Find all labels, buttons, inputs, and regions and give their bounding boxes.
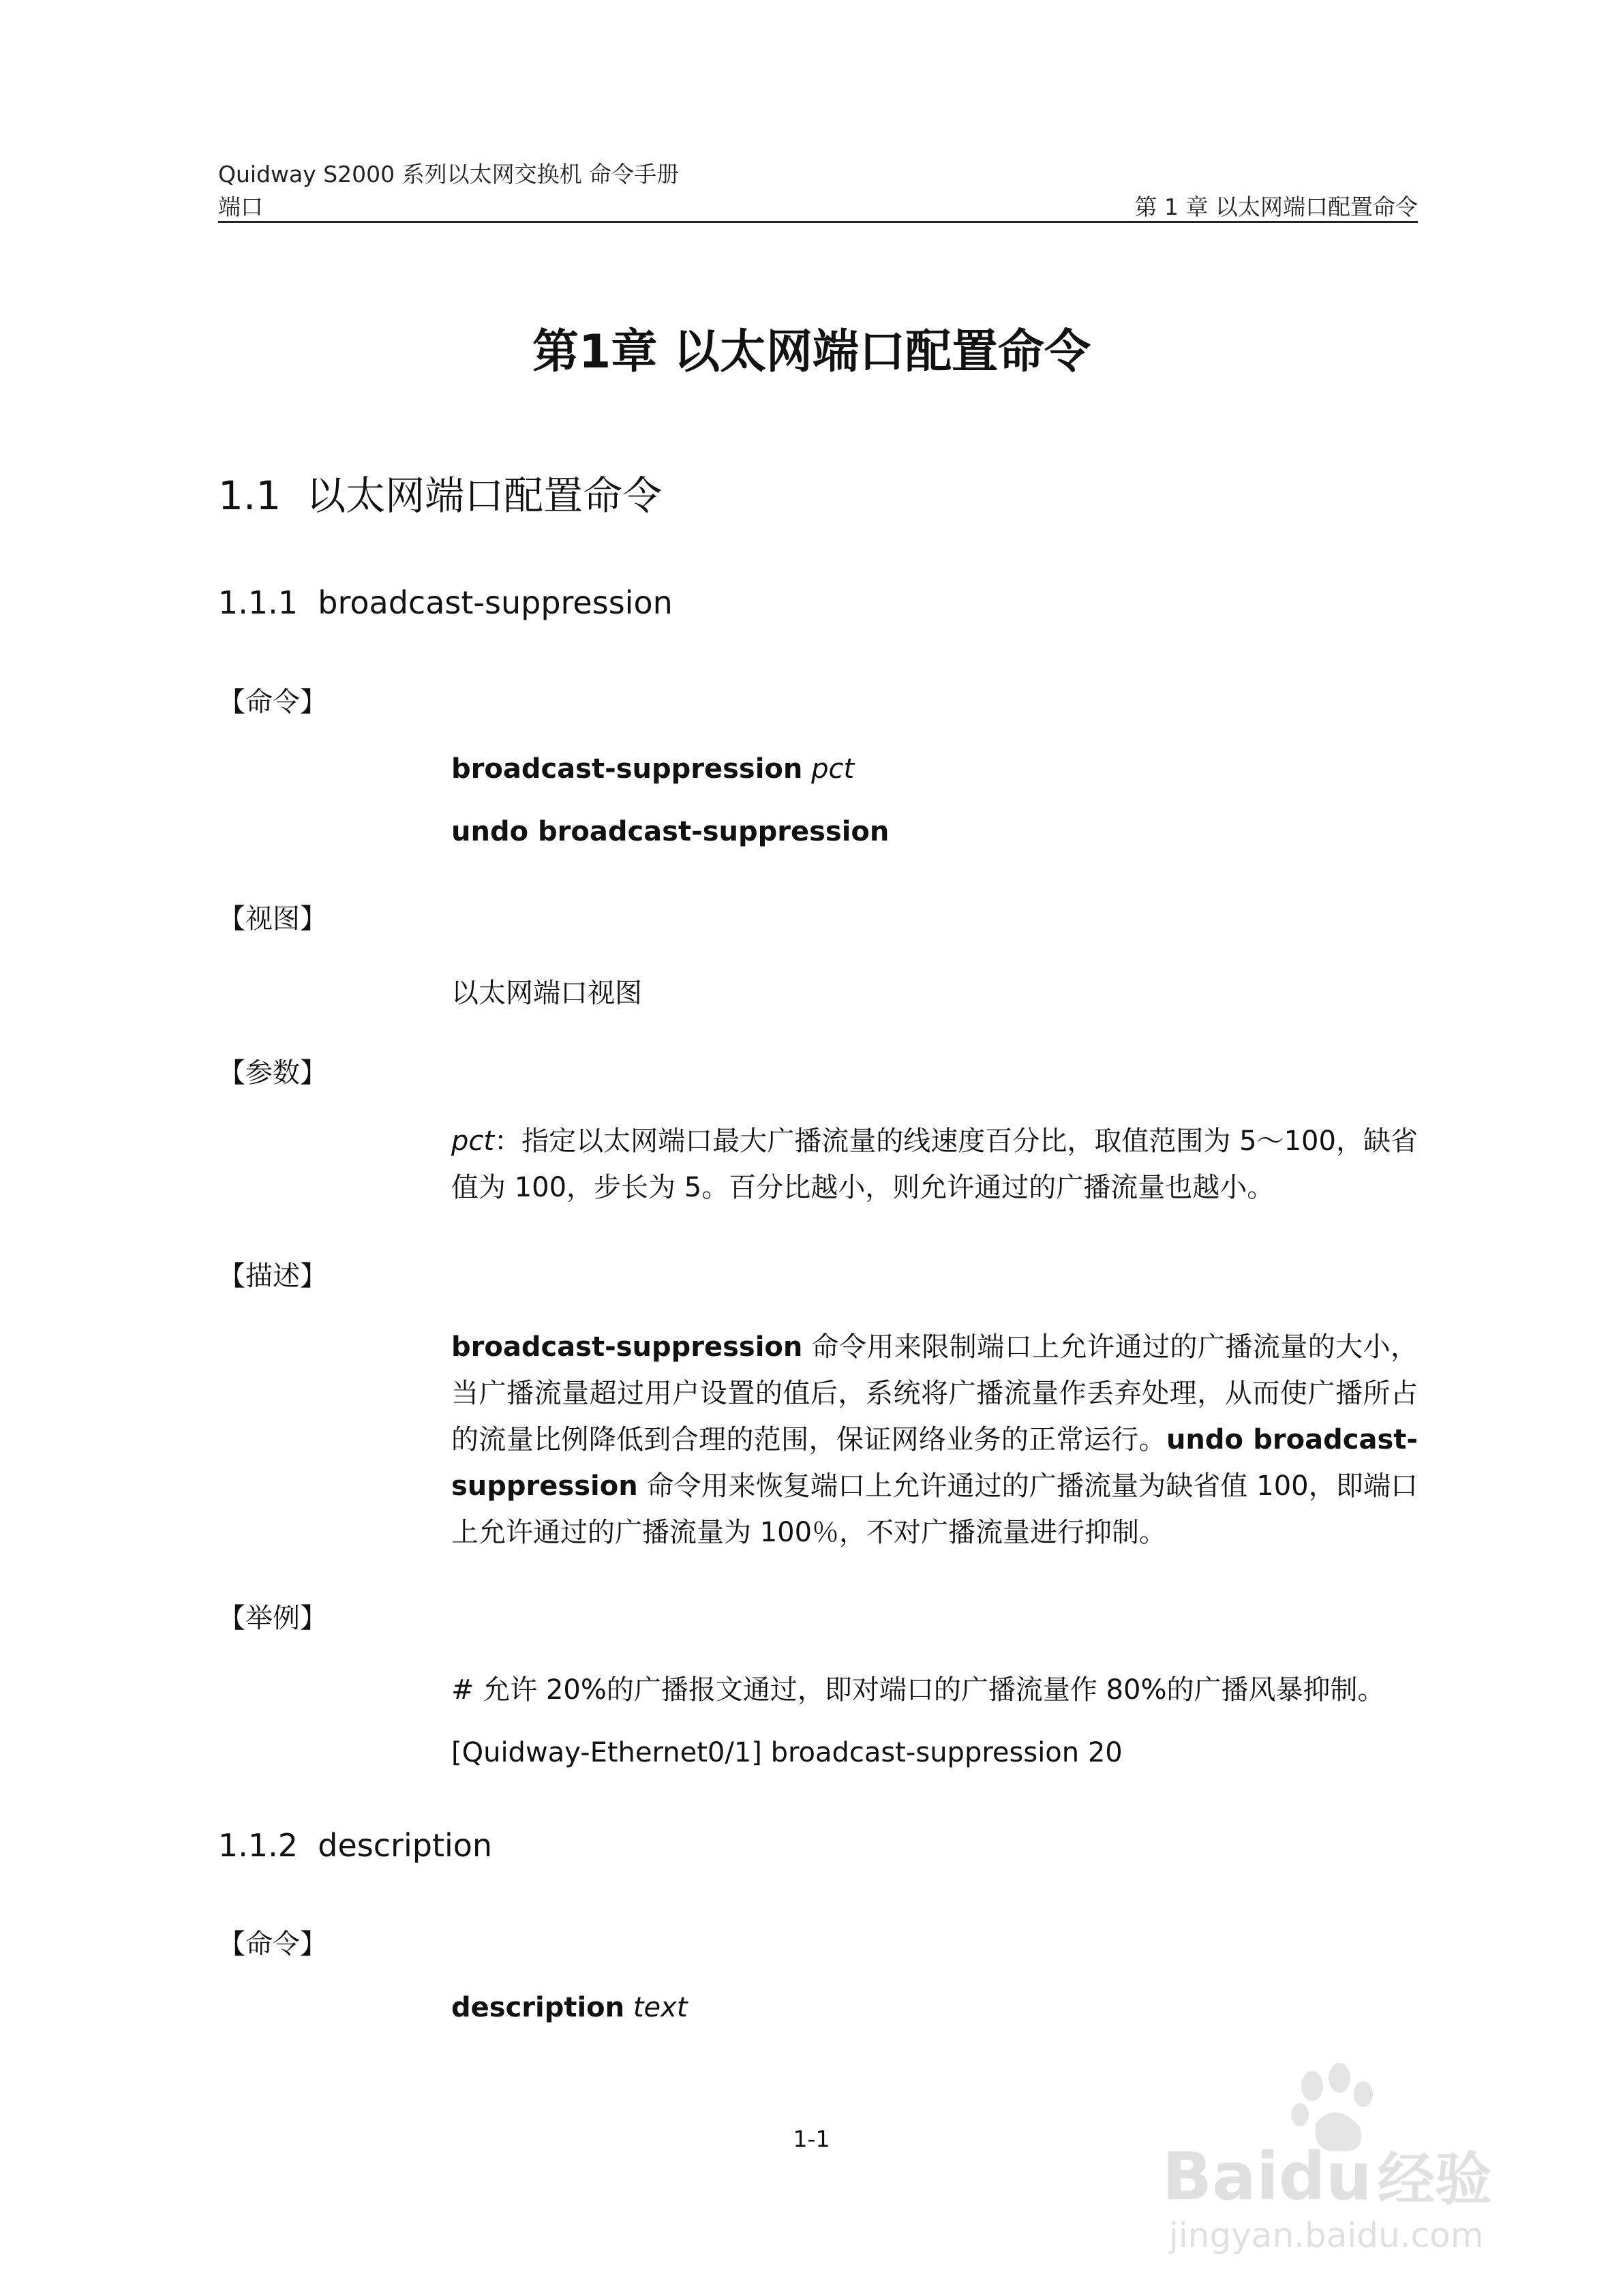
description-paragraph — [451, 1324, 1418, 1556]
param-text: ：指定以太网端口最大广播流量的线速度百分比，取值范围为 5～100，缺省值为 100，步长为 5。百分比越小，则允许通过的广播流量也越小。 — [451, 1126, 1418, 1203]
chapter-title: 第1章 以太网端口配置命令 — [532, 325, 1091, 379]
desc-text-1: 命令用来限制端口上允许通过的广播流量的大小，当广播流量超过用户设置的值后，系统将广播流量作丢弃处理，从而使广播所占的流量比例降低到合理的范围，保证网络业务的正常运行。 — [451, 1331, 1418, 1455]
watermark-brand-2: du — [1278, 2139, 1372, 2215]
example-command: [Quidway-Ethernet0/1] broadcast-suppression 20 — [451, 1737, 1123, 1768]
label-command: 【命令】 — [218, 686, 327, 718]
desc-command: broadcast-suppression — [451, 1331, 803, 1363]
label-params: 【参数】 — [218, 1057, 327, 1089]
header-section: 端口 — [218, 194, 263, 220]
header-title: Quidway S2000 系列以太网交换机 命令手册 — [218, 161, 680, 187]
watermark-brand: Bai — [1162, 2139, 1279, 2215]
command-argument: text — [633, 1992, 688, 2023]
command-syntax-2: undo broadcast-suppression — [451, 816, 890, 847]
desc-undo-command: undo broadcast-suppression — [451, 1424, 1418, 1502]
label-example: 【举例】 — [218, 1603, 327, 1634]
subsection-heading-1 — [218, 584, 673, 621]
command-keyword: broadcast-suppression — [451, 753, 803, 785]
command-syntax-1 — [451, 753, 854, 785]
section-title: 以太网端口配置命令 — [306, 472, 663, 519]
header-divider — [218, 221, 1418, 223]
watermark-suffix: 经验 — [1377, 2146, 1492, 2213]
section-number: 1.1 — [218, 472, 282, 519]
watermark-url: jingyan.baidu.com — [1169, 2216, 1484, 2255]
command-argument: pct — [811, 753, 855, 785]
subsection-title: description — [318, 1827, 493, 1864]
desc-text-2: 命令用来恢复端口上允许通过的广播流量为缺省值 100，即端口上允许通过的广播流量为 100％，不对广播流量进行抑制。 — [451, 1470, 1418, 1548]
subsection-heading-2 — [218, 1827, 492, 1864]
subsection-number: 1.1.2 — [218, 1827, 299, 1864]
label-description: 【描述】 — [218, 1260, 327, 1292]
label-view: 【视图】 — [218, 903, 327, 935]
param-description — [451, 1118, 1418, 1211]
command-syntax-3 — [451, 1992, 688, 2023]
view-text: 以太网端口视图 — [451, 978, 642, 1009]
param-name: pct — [451, 1126, 495, 1157]
section-heading — [218, 464, 662, 521]
subsection-title: broadcast-suppression — [318, 584, 673, 621]
example-comment: # 允许 20%的广播报文通过，即对端口的广播流量作 80%的广播风暴抑制。 — [451, 1674, 1385, 1706]
baidu-watermark — [1121, 2045, 1564, 2263]
label-command-2: 【命令】 — [218, 1929, 327, 1960]
header-chapter: 第 1 章 以太网端口配置命令 — [1134, 194, 1418, 220]
command-keyword: description — [451, 1992, 625, 2023]
subsection-number: 1.1.1 — [218, 584, 299, 621]
page-number: 1-1 — [793, 2126, 830, 2152]
